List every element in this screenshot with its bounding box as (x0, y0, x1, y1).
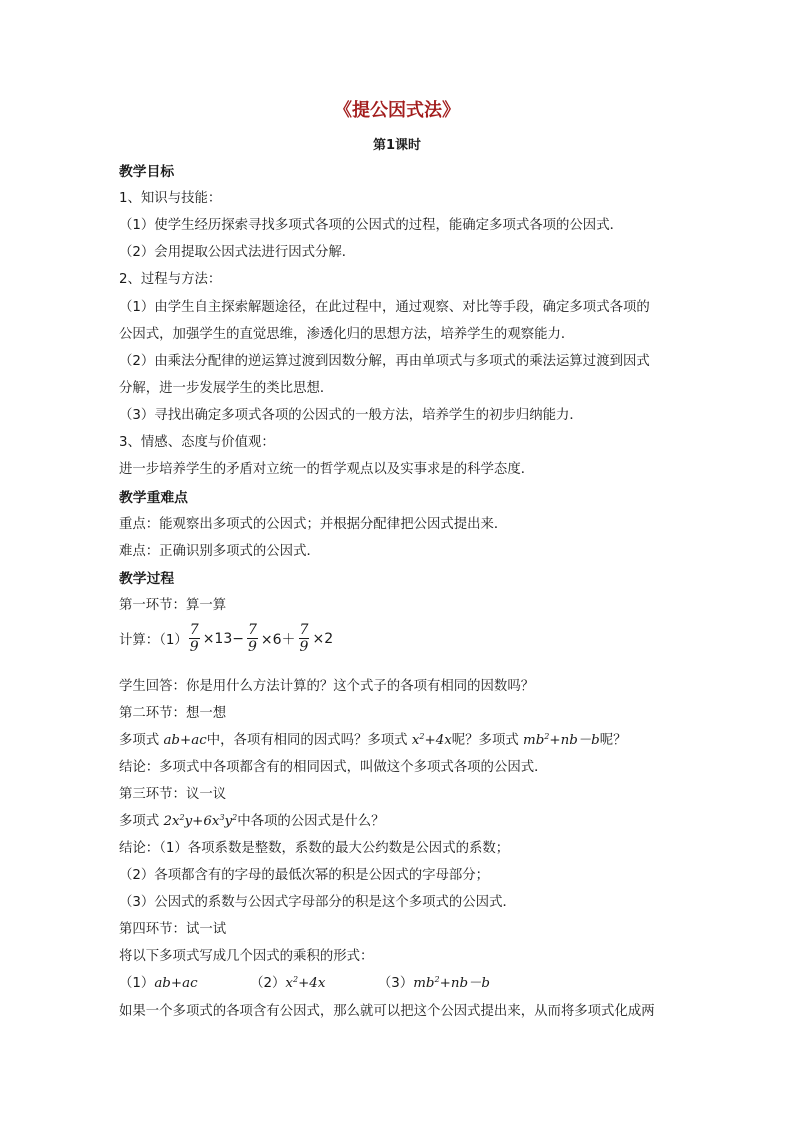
paragraph-think: 多项式 ab+ac中，各项有相同的因式吗？多项式 $x^2+4x$呢？多项式 $mb^2+nb-b$呢？ (119, 732, 627, 748)
calc-label: 计算：（1） (119, 633, 188, 648)
calc-line (119, 622, 335, 655)
objective-knowledge-heading: 1、知识与技能： (119, 191, 222, 206)
objective-item-cont: 公因式，加强学生的直觉思维，渗透化归的思想方法，培养学生的观察能力． (119, 327, 575, 342)
objective-emotion-heading: 3、情感、态度与价值观： (119, 435, 275, 450)
step-heading: 第三环节：议一议 (119, 787, 227, 802)
student-question: 学生回答：你是用什么方法计算的？这个式子的各项有相同的因数吗？ (119, 679, 535, 694)
exercise-instruction: 将以下多项式写成几个因式的乘积的形式： (119, 949, 374, 964)
step-heading: 第一环节：算一算 (119, 598, 227, 613)
exercise-item: $(2)x^2+4x$ (250, 975, 326, 991)
fraction: $\frac{7}{9}$ (189, 622, 199, 655)
conclusion-item: （2）各项都含有的字母的最低次幂的积是公因式的字母部分； (119, 868, 490, 883)
conclusion: 结论：多项式中各项都含有的相同因式，叫做这个多项式各项的公因式． (119, 760, 548, 775)
fraction: $\frac{7}{9}$ (299, 622, 309, 655)
paragraph-discuss: 多项式 $2x^2y+6x^3y^2$中各项的公因式是什么？ (119, 813, 385, 829)
exercise-item: （1）ab+ac (119, 976, 198, 991)
section-heading-process: 教学过程 (119, 571, 175, 587)
conclusion-item: （3）公因式的系数与公因式字母部分的积是这个多项式的公因式． (119, 895, 516, 910)
objective-item: （1）使学生经历探索寻找多项式各项的公因式的过程，能确定多项式各项的公因式． (119, 218, 623, 233)
conclusion: 结论：（1）各项系数是整数，系数的最大公约数是公因式的系数； (119, 841, 510, 856)
difficult-point: 难点：正确识别多项式的公因式． (119, 544, 320, 559)
exercise-item: $(3)mb^2+nb-b$ (377, 975, 490, 991)
objective-item-cont: 分解，进一步发展学生的类比思想． (119, 381, 334, 396)
paragraph: 如果一个多项式的各项含有公因式，那么就可以把这个公因式提出来，从而将多项式化成两 (119, 1004, 655, 1019)
exercise-list (119, 972, 490, 991)
step-heading: 第二环节：想一想 (119, 706, 227, 721)
objective-item: 进一步培养学生的矛盾对立统一的哲学观点以及实事求是的科学态度． (119, 462, 535, 477)
objective-item: （3）寻找出确定多项式各项的公因式的一般方法，培养学生的初步归纳能力． (119, 408, 583, 423)
section-heading-objectives: 教学目标 (119, 164, 175, 180)
objective-item: （1）由学生自主探索解题途径，在此过程中，通过观察、对比等手段，确定多项式各项的 (119, 300, 650, 315)
calc-term: ×6＋ (260, 631, 296, 648)
calc-term: ×13− (202, 630, 244, 647)
objective-item: （2）会用提取公因式法进行因式分解． (119, 245, 356, 260)
objective-process-heading: 2、过程与方法： (119, 272, 222, 287)
document-title: 《提公因式法》 (334, 100, 460, 121)
section-heading-key-points: 教学重难点 (119, 490, 188, 506)
fraction: $\frac{7}{9}$ (247, 622, 257, 655)
step-heading: 第四环节：试一试 (119, 922, 227, 937)
objective-item: （2）由乘法分配律的逆运算过渡到因数分解，再由单项式与多项式的乘法运算过渡到因式 (119, 354, 650, 369)
key-point: 重点：能观察出多项式的公因式；并根据分配律把公因式提出来． (119, 517, 508, 532)
calc-term: ×2 (312, 630, 334, 647)
lesson-subtitle: 第1课时 (372, 138, 422, 153)
